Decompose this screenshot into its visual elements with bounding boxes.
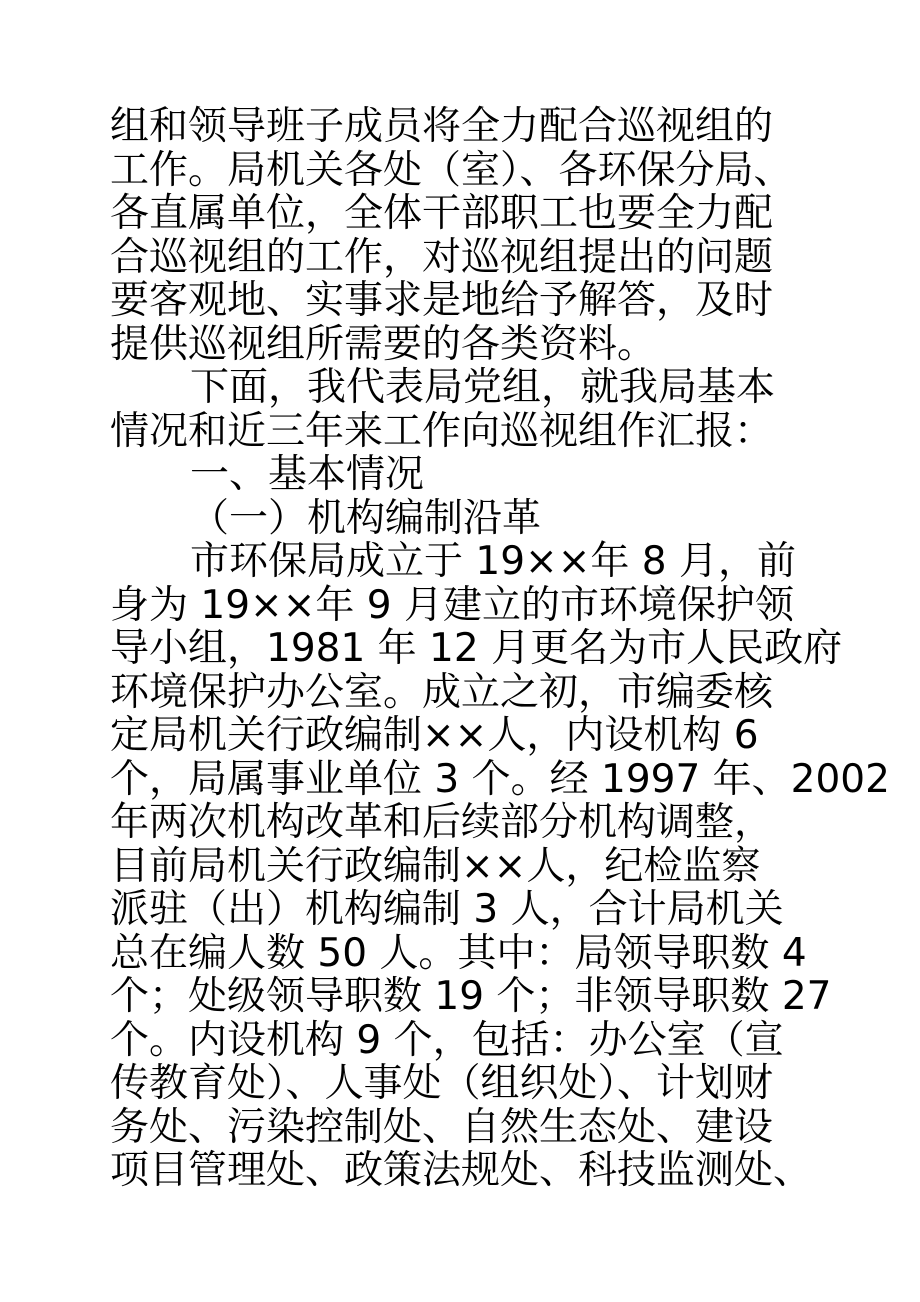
text-line: 年两次机构改革和后续部分机构调整，: [110, 800, 774, 845]
text-line: 务处、污染控制处、自然生态处、建设: [110, 1104, 774, 1150]
text-line: 总在编人数 50 人。其中：局领导职数 4: [110, 930, 807, 976]
text-line: 合巡视组的工作，对巡视组提出的问题: [110, 234, 774, 280]
paragraph-start-line: 市环保局成立于 19××年 8 月，前: [190, 539, 796, 584]
paragraph-start-line: 下面，我代表局党组，就我局基本: [190, 365, 776, 410]
text-line: 情况和近三年来工作向巡视组作汇报：: [110, 408, 774, 454]
text-line: 个。内设机构 9 个，包括：办公室（宣: [110, 1017, 784, 1063]
subsection-heading: （一）机构编制沿革: [190, 495, 542, 541]
text-line: 组和领导班子成员将全力配合巡视组的: [110, 104, 774, 149]
text-line: 项目管理处、政策法规处、科技监测处、: [110, 1148, 813, 1193]
text-line: 目前局机关行政编制××人，纪检监察: [110, 843, 761, 889]
text-line: 导小组，1981 年 12 月更名为市人民政府: [110, 626, 843, 671]
text-line: 环境保护办公室。成立之初，市编委核: [110, 669, 774, 715]
text-line: 提供巡视组所需要的各类资料。: [110, 321, 657, 367]
text-line: 派驻（出）机构编制 3 人，合计局机关: [110, 887, 784, 932]
text-line: 传教育处）、人事处（组织处）、计划财: [110, 1061, 774, 1106]
text-line: 身为 19××年 9 月建立的市环境保护领: [110, 582, 794, 628]
document-body: [110, 104, 890, 1193]
text-line: 各直属单位，全体干部职工也要全力配: [110, 191, 774, 236]
text-line: 个；处级领导职数 19 个；非领导职数 27: [110, 974, 832, 1019]
text-line: 定局机关行政编制××人，内设机构 6: [110, 713, 759, 758]
section-heading: 一、基本情况: [190, 452, 425, 497]
text-line: 个，局属事业单位 3 个。经 1997 年、2002: [110, 756, 890, 802]
text-line: 要客观地、实事求是地给予解答，及时: [110, 278, 774, 323]
text-line: 工作。局机关各处（室）、各环保分局、: [110, 147, 793, 193]
